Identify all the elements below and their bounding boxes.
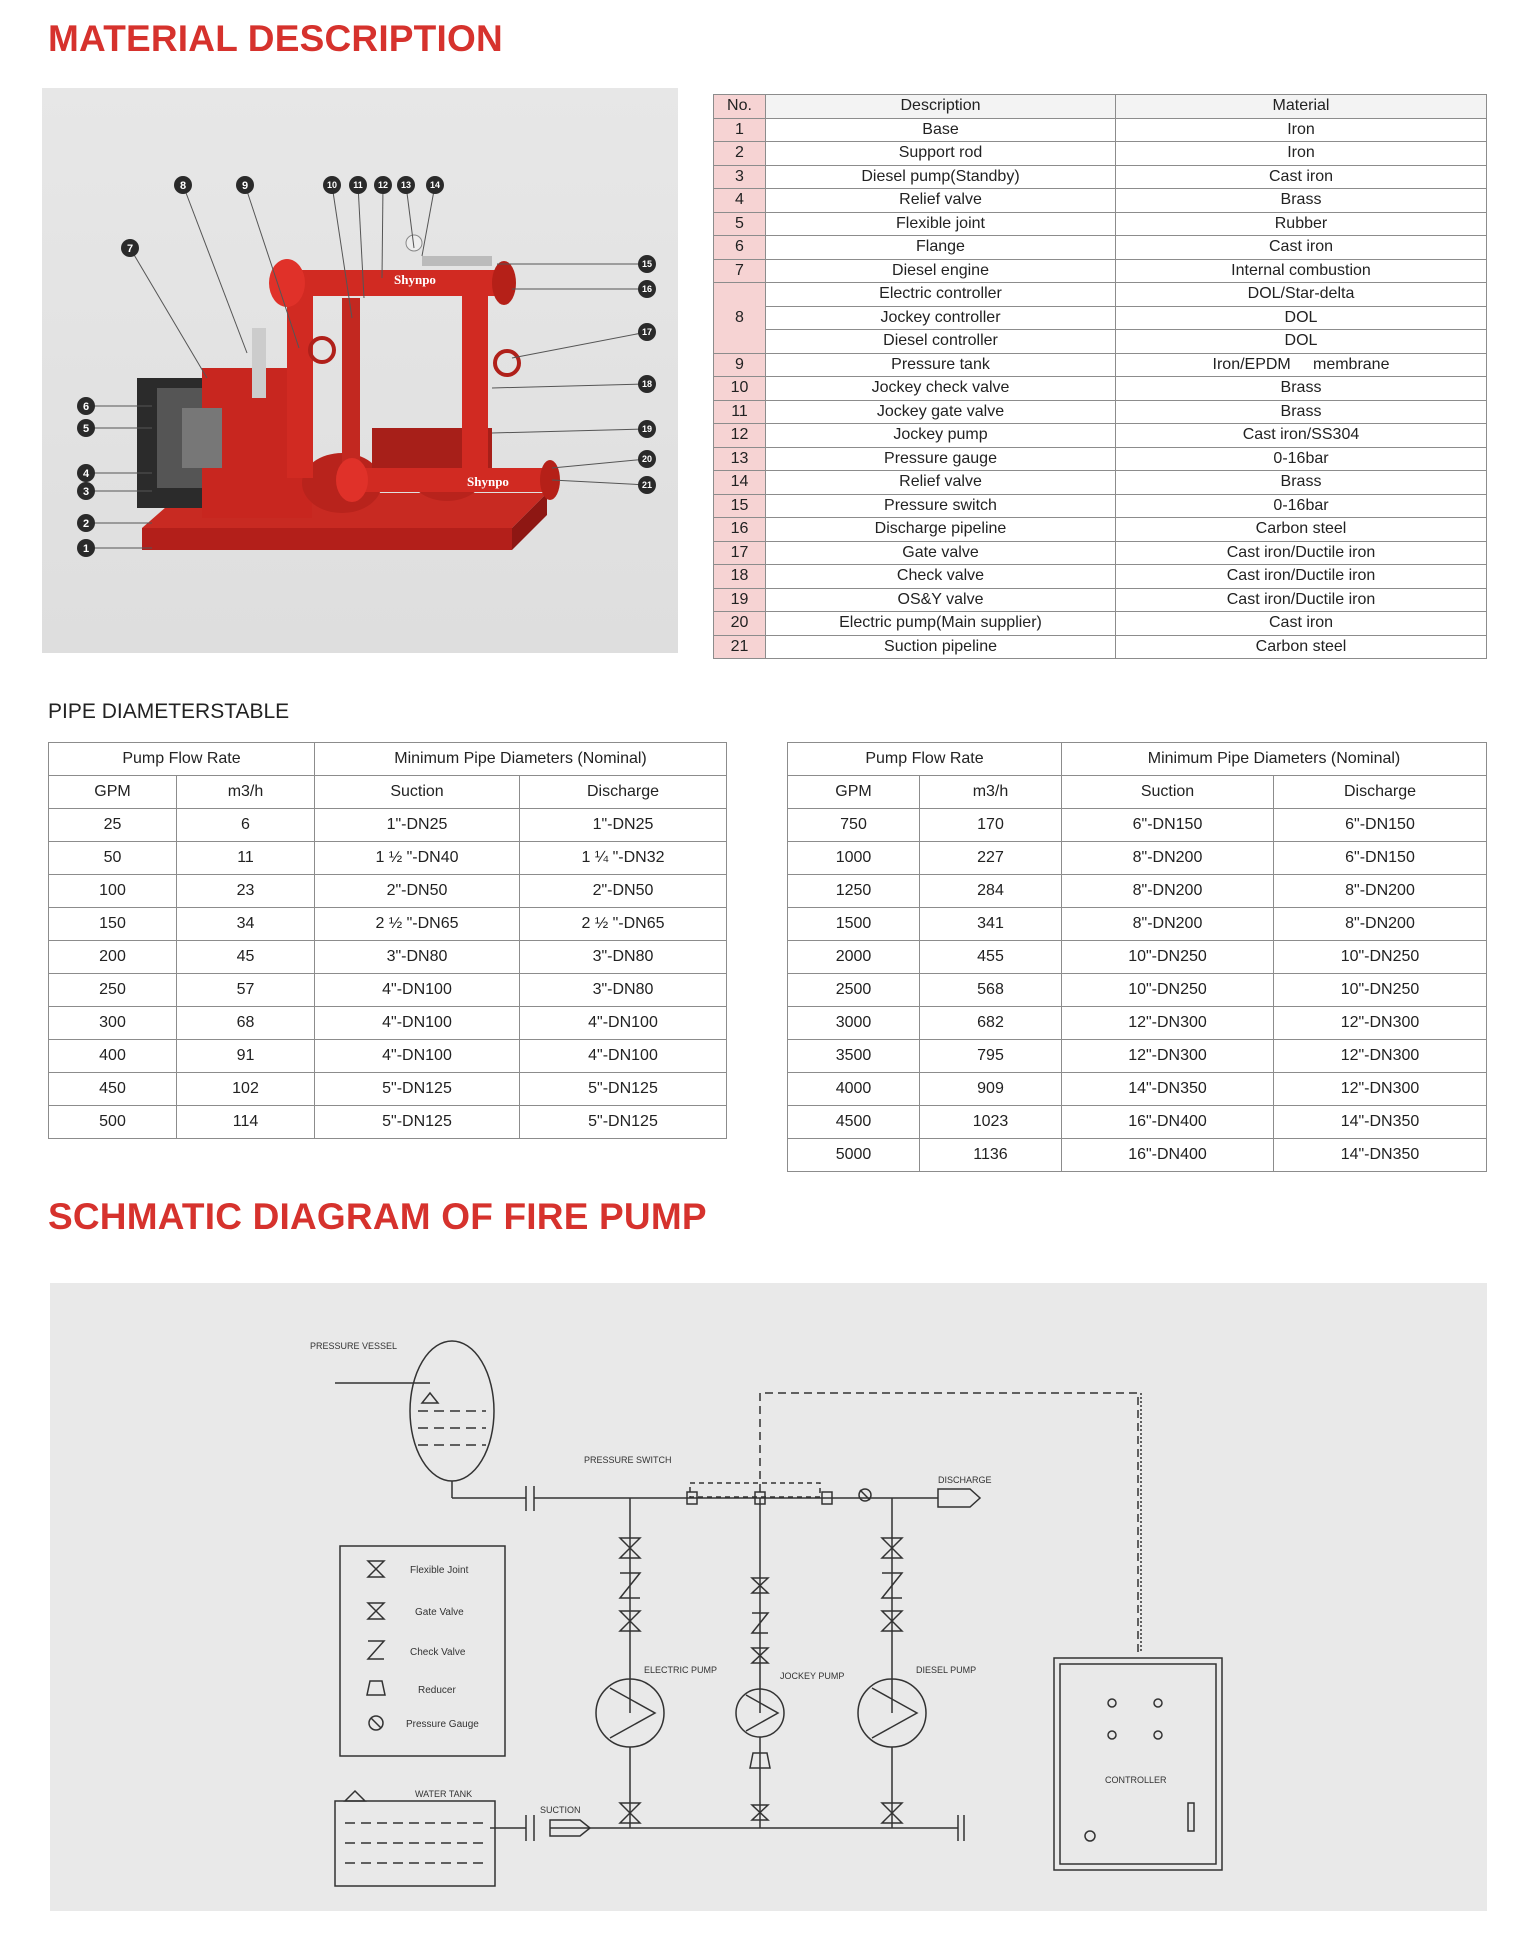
table-row <box>714 236 1487 260</box>
cell-description: Discharge pipeline <box>766 518 1116 542</box>
cell-discharge: 1"-DN25 <box>520 809 727 842</box>
cell-description: Diesel controller <box>766 330 1116 354</box>
cell-material: Iron <box>1116 142 1487 166</box>
callout-7 <box>121 239 139 257</box>
cell-m3h: 23 <box>177 875 315 908</box>
svg-text:20: 20 <box>641 454 653 464</box>
table-row <box>49 1007 727 1040</box>
table-row <box>714 259 1487 283</box>
schematic-diagram <box>50 1283 1487 1911</box>
header-m3h: m3/h <box>177 776 315 809</box>
svg-text:18: 18 <box>641 379 653 389</box>
cell-discharge: 8"-DN200 <box>1274 908 1487 941</box>
cell-m3h: 1136 <box>920 1139 1062 1172</box>
cell-no: 2 <box>714 142 766 166</box>
material-table-header-row <box>714 95 1487 119</box>
callout-19 <box>638 420 656 438</box>
cell-m3h: 57 <box>177 974 315 1007</box>
callout-11 <box>349 176 367 194</box>
header-discharge: Discharge <box>1274 776 1487 809</box>
svg-text:15: 15 <box>641 259 653 269</box>
label-pressure-switch: PRESSURE SWITCH <box>584 1455 672 1465</box>
table-row <box>49 1073 727 1106</box>
section-title-schematic: SCHMATIC DIAGRAM OF FIRE PUMP <box>48 1196 707 1237</box>
cell-gpm: 1500 <box>788 908 920 941</box>
cell-m3h: 68 <box>177 1007 315 1040</box>
legend-pressure-gauge: Pressure Gauge <box>406 1719 479 1730</box>
callout-10 <box>323 176 341 194</box>
cell-suction: 2 ½ "-DN65 <box>315 908 520 941</box>
svg-text:12: 12 <box>377 180 389 190</box>
cell-gpm: 750 <box>788 809 920 842</box>
cell-no: 15 <box>714 494 766 518</box>
cell-suction: 12"-DN300 <box>1062 1007 1274 1040</box>
cell-suction: 8"-DN200 <box>1062 842 1274 875</box>
legend-gate-valve: Gate Valve <box>415 1607 464 1618</box>
callout-16 <box>638 280 656 298</box>
legend-reducer: Reducer <box>418 1685 456 1696</box>
cell-suction: 10"-DN250 <box>1062 974 1274 1007</box>
table-row <box>788 1106 1487 1139</box>
cell-discharge: 12"-DN300 <box>1274 1073 1487 1106</box>
table-row <box>49 875 727 908</box>
callout-3 <box>77 482 95 500</box>
cell-discharge: 10"-DN250 <box>1274 941 1487 974</box>
cell-description: Base <box>766 118 1116 142</box>
table-row <box>714 541 1487 565</box>
cell-no: 10 <box>714 377 766 401</box>
table-row <box>788 941 1487 974</box>
cell-gpm: 2000 <box>788 941 920 974</box>
cell-gpm: 1250 <box>788 875 920 908</box>
cell-description: Diesel pump(Standby) <box>766 165 1116 189</box>
svg-text:3: 3 <box>82 486 90 498</box>
cell-suction: 2"-DN50 <box>315 875 520 908</box>
cell-gpm: 100 <box>49 875 177 908</box>
callout-12 <box>374 176 392 194</box>
svg-text:2: 2 <box>82 518 90 530</box>
callout-9 <box>236 176 254 194</box>
cell-m3h: 682 <box>920 1007 1062 1040</box>
cell-m3h: 11 <box>177 842 315 875</box>
svg-text:4: 4 <box>82 468 90 480</box>
cell-suction: 16"-DN400 <box>1062 1139 1274 1172</box>
cell-gpm: 450 <box>49 1073 177 1106</box>
col-header-no: No. <box>714 95 766 119</box>
table-row <box>714 165 1487 189</box>
table-row <box>714 212 1487 236</box>
header-flow-rate: Pump Flow Rate <box>49 743 315 776</box>
cell-suction: 16"-DN400 <box>1062 1106 1274 1139</box>
cell-material: Brass <box>1116 189 1487 213</box>
header-gpm: GPM <box>49 776 177 809</box>
cell-description: Gate valve <box>766 541 1116 565</box>
cell-m3h: 102 <box>177 1073 315 1106</box>
cell-m3h: 341 <box>920 908 1062 941</box>
svg-text:9: 9 <box>241 180 249 192</box>
cell-description: Pressure switch <box>766 494 1116 518</box>
cell-gpm: 400 <box>49 1040 177 1073</box>
cell-suction: 6"-DN150 <box>1062 809 1274 842</box>
cell-gpm: 25 <box>49 809 177 842</box>
cell-material: Cast iron <box>1116 612 1487 636</box>
cell-suction: 4"-DN100 <box>315 1007 520 1040</box>
cell-no: 11 <box>714 400 766 424</box>
cell-discharge: 12"-DN300 <box>1274 1007 1487 1040</box>
cell-material: Brass <box>1116 377 1487 401</box>
cell-no: 19 <box>714 588 766 612</box>
cell-description: Relief valve <box>766 189 1116 213</box>
brand-label-bottom: Shynpo <box>467 474 509 489</box>
cell-gpm: 200 <box>49 941 177 974</box>
callout-5 <box>77 419 95 437</box>
base-frame <box>142 528 512 550</box>
callout-18 <box>638 375 656 393</box>
svg-text:5: 5 <box>82 423 90 435</box>
cell-discharge: 3"-DN80 <box>520 974 727 1007</box>
cell-material: Cast iron/Ductile iron <box>1116 588 1487 612</box>
cell-no: 6 <box>714 236 766 260</box>
cell-gpm: 500 <box>49 1106 177 1139</box>
header-flow-rate: Pump Flow Rate <box>788 743 1062 776</box>
cell-gpm: 50 <box>49 842 177 875</box>
header-min-diameter: Minimum Pipe Diameters (Nominal) <box>315 743 727 776</box>
cell-material: DOL <box>1116 330 1487 354</box>
cell-description: Suction pipeline <box>766 635 1116 659</box>
cell-m3h: 455 <box>920 941 1062 974</box>
cell-description: Jockey check valve <box>766 377 1116 401</box>
cell-gpm: 3000 <box>788 1007 920 1040</box>
header-gpm: GPM <box>788 776 920 809</box>
table-row <box>788 809 1487 842</box>
cell-no: 20 <box>714 612 766 636</box>
table-row <box>788 1139 1487 1172</box>
cell-description: Pressure tank <box>766 353 1116 377</box>
label-pressure-vessel: PRESSURE VESSEL <box>310 1341 398 1351</box>
svg-text:16: 16 <box>641 284 653 294</box>
cell-suction: 4"-DN100 <box>315 974 520 1007</box>
cell-gpm: 4000 <box>788 1073 920 1106</box>
table-row <box>714 518 1487 542</box>
label-electric-pump: ELECTRIC PUMP <box>644 1665 718 1675</box>
cell-description: Jockey controller <box>766 306 1116 330</box>
callout-15 <box>638 255 656 273</box>
cell-discharge: 4"-DN100 <box>520 1007 727 1040</box>
cell-material: Internal combustion <box>1116 259 1487 283</box>
svg-text:11: 11 <box>353 180 363 190</box>
riser-left <box>287 278 313 478</box>
cell-suction: 8"-DN200 <box>1062 908 1274 941</box>
cell-material: DOL/Star-delta <box>1116 283 1487 307</box>
cell-material: DOL <box>1116 306 1487 330</box>
cell-discharge: 6"-DN150 <box>1274 842 1487 875</box>
table-row <box>788 1007 1487 1040</box>
table-row <box>788 974 1487 1007</box>
cell-suction: 10"-DN250 <box>1062 941 1274 974</box>
cell-description: Check valve <box>766 565 1116 589</box>
fire-pump-set-photo <box>42 88 678 653</box>
svg-text:6: 6 <box>82 401 90 413</box>
table-row <box>788 842 1487 875</box>
svg-text:21: 21 <box>641 480 653 490</box>
controller-cabinet <box>1054 1658 1222 1870</box>
cell-no: 17 <box>714 541 766 565</box>
table-row <box>714 424 1487 448</box>
cell-gpm: 250 <box>49 974 177 1007</box>
cell-no: 16 <box>714 518 766 542</box>
legend-flexible-joint: Flexible Joint <box>410 1565 469 1576</box>
cell-description: Jockey pump <box>766 424 1116 448</box>
svg-text:14: 14 <box>429 180 441 190</box>
brand-label-top: Shynpo <box>394 272 436 287</box>
callout-17 <box>638 323 656 341</box>
header-discharge: Discharge <box>520 776 727 809</box>
table-header-row <box>49 776 727 809</box>
callout-1 <box>77 539 95 557</box>
cell-gpm: 2500 <box>788 974 920 1007</box>
cell-m3h: 6 <box>177 809 315 842</box>
callout-13 <box>397 176 415 194</box>
cell-discharge: 1 ¼ "-DN32 <box>520 842 727 875</box>
cell-discharge: 14"-DN350 <box>1274 1139 1487 1172</box>
cell-no: 3 <box>714 165 766 189</box>
cell-description: Electric controller <box>766 283 1116 307</box>
cell-m3h: 227 <box>920 842 1062 875</box>
table-row <box>714 353 1487 377</box>
cell-description: Electric pump(Main supplier) <box>766 612 1116 636</box>
cell-m3h: 34 <box>177 908 315 941</box>
header-suction: Suction <box>1062 776 1274 809</box>
cell-description: Flange <box>766 236 1116 260</box>
cell-material: 0-16bar <box>1116 447 1487 471</box>
table-row <box>49 842 727 875</box>
cell-m3h: 1023 <box>920 1106 1062 1139</box>
header-suction: Suction <box>315 776 520 809</box>
cell-material: 0-16bar <box>1116 494 1487 518</box>
cell-suction: 5"-DN125 <box>315 1106 520 1139</box>
cell-discharge: 6"-DN150 <box>1274 809 1487 842</box>
legend-check-valve: Check Valve <box>410 1647 466 1658</box>
cell-discharge: 4"-DN100 <box>520 1040 727 1073</box>
table-header-row <box>49 743 727 776</box>
cell-material: Brass <box>1116 471 1487 495</box>
table-row <box>714 142 1487 166</box>
callout-21 <box>638 476 656 494</box>
cell-material: Brass <box>1116 400 1487 424</box>
cell-material: Rubber <box>1116 212 1487 236</box>
label-diesel-pump: DIESEL PUMP <box>916 1665 977 1675</box>
table-row <box>49 1106 727 1139</box>
table-row <box>714 447 1487 471</box>
table-row <box>49 941 727 974</box>
cell-discharge: 5"-DN125 <box>520 1073 727 1106</box>
cell-material: Carbon steel <box>1116 635 1487 659</box>
cell-description: OS&Y valve <box>766 588 1116 612</box>
cell-description: Relief valve <box>766 471 1116 495</box>
cell-gpm: 300 <box>49 1007 177 1040</box>
table-row <box>714 330 1487 354</box>
cell-suction: 1"-DN25 <box>315 809 520 842</box>
table-header-row <box>788 743 1487 776</box>
table-row <box>714 494 1487 518</box>
cell-gpm: 5000 <box>788 1139 920 1172</box>
table-row <box>714 588 1487 612</box>
table-row <box>714 118 1487 142</box>
pipe-diameter-table-right <box>787 742 1487 1172</box>
cell-suction: 8"-DN200 <box>1062 875 1274 908</box>
svg-text:13: 13 <box>400 180 412 190</box>
label-suction: SUCTION <box>540 1805 581 1815</box>
cell-no: 4 <box>714 189 766 213</box>
svg-text:17: 17 <box>641 327 653 337</box>
material-table <box>713 94 1487 659</box>
table-row <box>714 306 1487 330</box>
table-row <box>714 283 1487 307</box>
table-row <box>49 1040 727 1073</box>
svg-text:7: 7 <box>126 243 134 255</box>
table-row <box>714 565 1487 589</box>
gate-valve-wheel-right <box>495 351 519 375</box>
pipe-diameter-table-left <box>48 742 727 1139</box>
cell-m3h: 170 <box>920 809 1062 842</box>
cell-material: Iron/EPDM membrane <box>1116 353 1487 377</box>
cell-m3h: 45 <box>177 941 315 974</box>
label-jockey-pump: JOCKEY PUMP <box>780 1671 845 1681</box>
table-row <box>714 377 1487 401</box>
callout-4 <box>77 464 95 482</box>
callout-8 <box>174 176 192 194</box>
cell-discharge: 3"-DN80 <box>520 941 727 974</box>
cell-suction: 4"-DN100 <box>315 1040 520 1073</box>
cell-material: Cast iron/Ductile iron <box>1116 565 1487 589</box>
header-m3h: m3/h <box>920 776 1062 809</box>
table-row <box>788 1073 1487 1106</box>
cell-gpm: 150 <box>49 908 177 941</box>
callout-20 <box>638 450 656 468</box>
table-row <box>49 809 727 842</box>
callout-2 <box>77 514 95 532</box>
label-water-tank: WATER TANK <box>415 1789 473 1799</box>
cell-m3h: 91 <box>177 1040 315 1073</box>
cell-material: Iron <box>1116 118 1487 142</box>
cell-m3h: 568 <box>920 974 1062 1007</box>
cell-suction: 3"-DN80 <box>315 941 520 974</box>
table-row <box>788 908 1487 941</box>
pressure-gauge <box>406 235 422 251</box>
label-controller: CONTROLLER <box>1105 1775 1167 1785</box>
cell-no: 7 <box>714 259 766 283</box>
discharge-arrow <box>938 1489 980 1507</box>
cell-material: Carbon steel <box>1116 518 1487 542</box>
gate-valve-wheel-left <box>310 338 334 362</box>
table-row <box>714 471 1487 495</box>
cell-discharge: 12"-DN300 <box>1274 1040 1487 1073</box>
cell-suction: 12"-DN300 <box>1062 1040 1274 1073</box>
cell-suction: 14"-DN350 <box>1062 1073 1274 1106</box>
col-header-description: Description <box>766 95 1116 119</box>
cell-description: Diesel engine <box>766 259 1116 283</box>
cell-discharge: 2"-DN50 <box>520 875 727 908</box>
section-title-pipe-diameters: PIPE DIAMETERSTABLE <box>48 700 290 723</box>
table-row <box>49 974 727 1007</box>
cell-discharge: 10"-DN250 <box>1274 974 1487 1007</box>
cell-suction: 1 ½ "-DN40 <box>315 842 520 875</box>
cell-no: 8 <box>714 283 766 354</box>
riser-right <box>462 288 488 478</box>
cell-no: 5 <box>714 212 766 236</box>
table-row <box>49 908 727 941</box>
cell-no: 13 <box>714 447 766 471</box>
cell-m3h: 909 <box>920 1073 1062 1106</box>
valve-symbols <box>620 1538 902 1823</box>
cell-material: Cast iron <box>1116 165 1487 189</box>
cell-description: Jockey gate valve <box>766 400 1116 424</box>
table-row <box>714 400 1487 424</box>
label-discharge: DISCHARGE <box>938 1475 992 1485</box>
section-title-material: MATERIAL DESCRIPTION <box>48 18 503 59</box>
cell-no: 1 <box>714 118 766 142</box>
cell-discharge: 14"-DN350 <box>1274 1106 1487 1139</box>
cell-description: Pressure gauge <box>766 447 1116 471</box>
table-row <box>714 635 1487 659</box>
cell-gpm: 1000 <box>788 842 920 875</box>
cell-m3h: 114 <box>177 1106 315 1139</box>
cell-suction: 5"-DN125 <box>315 1073 520 1106</box>
cell-gpm: 3500 <box>788 1040 920 1073</box>
cell-description: Flexible joint <box>766 212 1116 236</box>
cell-material: Cast iron/SS304 <box>1116 424 1487 448</box>
cell-no: 18 <box>714 565 766 589</box>
callout-14 <box>426 176 444 194</box>
cell-material: Cast iron/Ductile iron <box>1116 541 1487 565</box>
fire-pump-illustration <box>42 88 678 653</box>
callout-6 <box>77 397 95 415</box>
cell-m3h: 284 <box>920 875 1062 908</box>
svg-text:1: 1 <box>82 543 90 555</box>
cell-no: 12 <box>714 424 766 448</box>
suction-header <box>352 468 552 492</box>
schematic-diagram-panel <box>50 1283 1487 1911</box>
table-header-row <box>788 776 1487 809</box>
table-row <box>788 1040 1487 1073</box>
svg-text:19: 19 <box>641 424 653 434</box>
table-row <box>788 875 1487 908</box>
cell-no: 14 <box>714 471 766 495</box>
cell-discharge: 5"-DN125 <box>520 1106 727 1139</box>
header-min-diameter: Minimum Pipe Diameters (Nominal) <box>1062 743 1487 776</box>
cell-m3h: 795 <box>920 1040 1062 1073</box>
col-header-material: Material <box>1116 95 1487 119</box>
cell-material: Cast iron <box>1116 236 1487 260</box>
table-row <box>714 189 1487 213</box>
table-row <box>714 612 1487 636</box>
svg-text:8: 8 <box>179 180 187 192</box>
cell-description: Support rod <box>766 142 1116 166</box>
svg-text:10: 10 <box>326 180 338 190</box>
cell-gpm: 4500 <box>788 1106 920 1139</box>
cell-no: 9 <box>714 353 766 377</box>
cell-discharge: 8"-DN200 <box>1274 875 1487 908</box>
cell-discharge: 2 ½ "-DN65 <box>520 908 727 941</box>
cell-no: 21 <box>714 635 766 659</box>
